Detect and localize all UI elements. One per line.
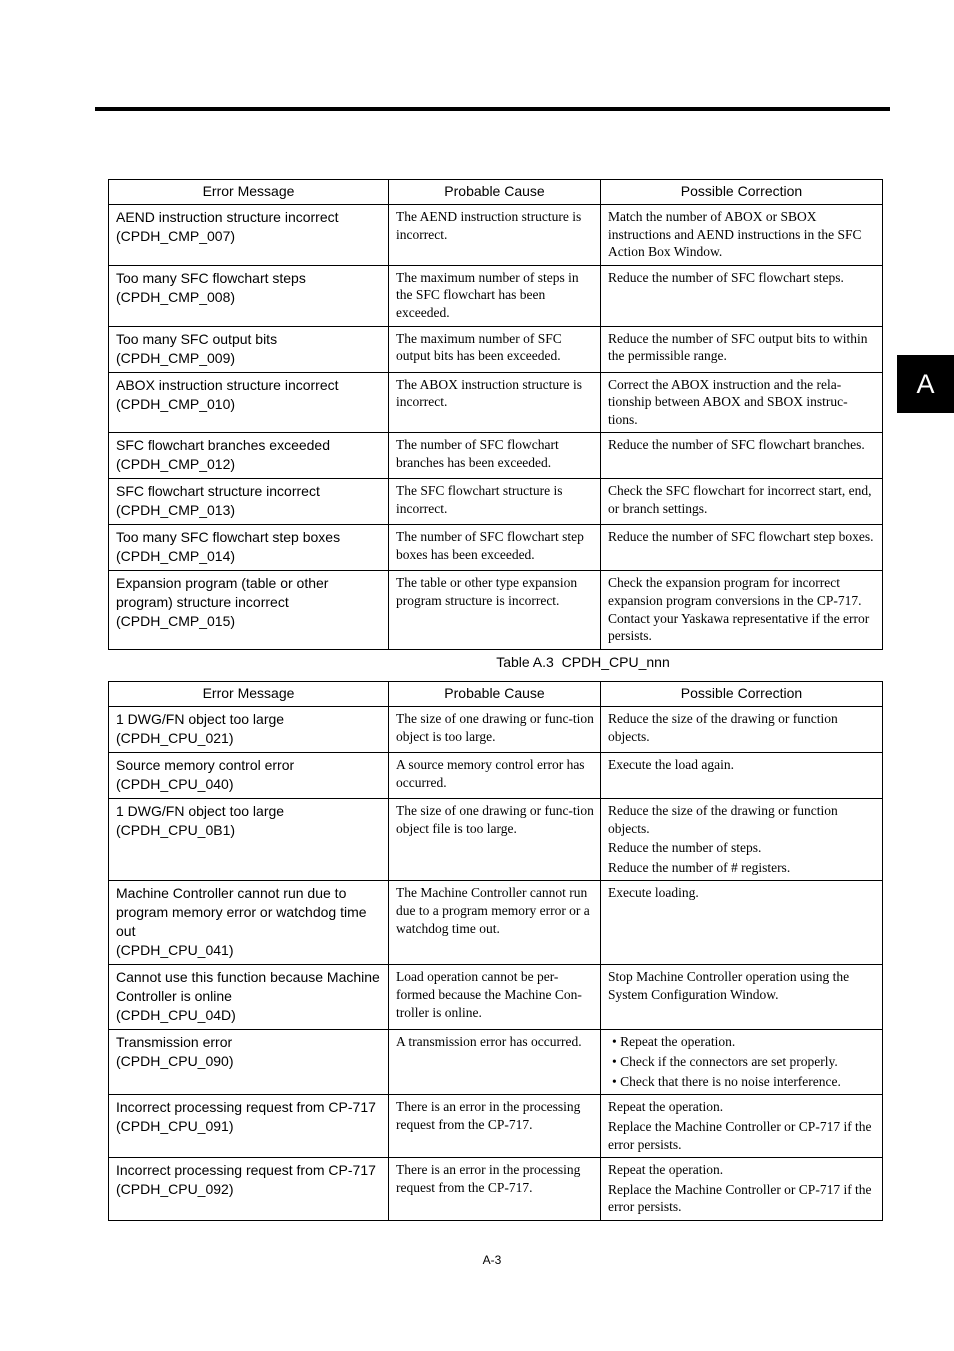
error-message: Too many SFC flowchart steps [116, 269, 306, 286]
error-message: ABOX instruction structure incorrect [116, 376, 339, 393]
error-code: (CPDH_CPU_040) [116, 776, 234, 792]
possible-correction-cell [601, 753, 883, 799]
correction-text: Match the number of ABOX or SBOX instructions and AEND instructions in the SFC Action Box Window. [608, 209, 862, 260]
correction-text: Execute the load again. [608, 757, 734, 772]
possible-correction-cell [601, 479, 883, 525]
error-message: SFC flowchart branches exceeded [116, 437, 330, 454]
error-message: Too many SFC flowchart step boxes [116, 529, 341, 546]
probable-cause-cell: The SFC flowchart structure is incorrect. [389, 479, 601, 525]
table-row [109, 707, 883, 753]
table-row [109, 525, 883, 571]
table-row [109, 881, 883, 965]
error-message-cell [109, 525, 389, 571]
correction-text: Stop Machine Controller operation using the System Configuration Window. [608, 969, 850, 1002]
correction-text: Check the SFC flowchart for incorrect start, end, or branch settings. [608, 483, 872, 516]
table-row [109, 571, 883, 649]
probable-cause-cell: The table or other type expansion program structure is incorrect. [389, 571, 601, 649]
probable-cause-cell: The maximum number of SFC output bits has been exceeded. [389, 326, 601, 372]
possible-correction-cell [601, 326, 883, 372]
possible-correction-cell [601, 525, 883, 571]
column-header-probable-cause: Probable Cause [389, 682, 601, 707]
correction-text: Reduce the number of steps. [608, 840, 762, 856]
appendix-tab: A [897, 355, 954, 413]
cmp-error-table [108, 179, 883, 650]
error-code: (CPDH_CMP_013) [116, 502, 236, 519]
possible-correction-cell [601, 571, 883, 649]
error-message-cell [109, 753, 389, 799]
error-code: (CPDH_CMP_010) [116, 395, 236, 412]
probable-cause-cell: Load operation cannot be per-formed because the Machine Con-troller is online. [389, 965, 601, 1030]
probable-cause-cell: The Machine Controller cannot run due to a program memory error or a watchdog time out. [389, 881, 601, 965]
probable-cause-cell: The maximum number of steps in the SFC flowchart has been exceeded. [389, 265, 601, 326]
correction-text: Reduce the number of SFC output bits to within the permissible range. [608, 330, 868, 364]
table-caption: Table A.3 CPDH_CPU_nnn [496, 654, 670, 670]
correction-bullet: • Check that there is no noise interference. [608, 1073, 877, 1091]
correction-text: Execute loading. [608, 885, 699, 901]
error-message-cell [109, 571, 389, 649]
table-row [109, 372, 883, 433]
possible-correction-cell [601, 799, 883, 881]
error-message-cell [109, 479, 389, 525]
error-message-cell [109, 372, 389, 433]
possible-correction-cell [601, 265, 883, 326]
error-message: Cannot use this function because Machine Controller is online [116, 969, 380, 1005]
error-code: (CPDH_CPU_021) [116, 730, 234, 746]
cmp-error-rows [109, 205, 883, 650]
table-row [109, 799, 883, 881]
error-code: (CPDH_CMP_008) [116, 288, 236, 305]
table-row [109, 265, 883, 326]
table-row [109, 326, 883, 372]
error-message-cell [109, 265, 389, 326]
correction-text: Check the expansion program for incorrect expansion program conversions in the CP-717. Contact your Yaskawa representative if the error persists. [608, 575, 870, 644]
possible-correction-cell [601, 707, 883, 753]
cpu-error-rows [109, 707, 883, 1221]
table-row [109, 1158, 883, 1221]
error-code: (CPDH_CMP_012) [116, 456, 236, 473]
correction-text: Reduce the size of the drawing or function objects. [608, 711, 838, 744]
error-message-cell [109, 1095, 389, 1158]
error-message-cell [109, 1158, 389, 1221]
error-message: Too many SFC output bits [116, 330, 278, 347]
correction-text: Replace the Machine Controller or CP-717 if the error persists. [608, 1181, 872, 1215]
correction-text: Reduce the number of SFC flowchart steps. [608, 269, 844, 285]
error-code: (CPDH_CPU_092) [116, 1181, 234, 1198]
correction-text: Reduce the number of SFC flowchart step boxes. [608, 529, 874, 545]
table-row [109, 965, 883, 1030]
correction-text: Correct the ABOX instruction and the rela-tionship between ABOX and SBOX instruc-tions. [608, 376, 848, 427]
possible-correction-cell [601, 205, 883, 266]
correction-bullet: • Check if the connectors are set properly. [608, 1053, 877, 1071]
correction-text: Repeat the operation. [608, 1099, 724, 1115]
probable-cause-cell: The size of one drawing or func-tion object file is too large. [389, 799, 601, 881]
table-row [109, 1095, 883, 1158]
error-code: (CPDH_CPU_04D) [116, 1007, 236, 1024]
table-row [109, 205, 883, 266]
possible-correction-cell [601, 372, 883, 433]
cpu-error-table [108, 681, 883, 1221]
error-message: Machine Controller cannot run due to program memory error or watchdog time out [116, 885, 367, 940]
error-message: AEND instruction structure incorrect [116, 209, 339, 225]
error-message: Source memory control error [116, 757, 295, 773]
probable-cause-cell: The number of SFC flowchart branches has been exceeded. [389, 433, 601, 479]
column-header-error-message: Error Message [109, 682, 389, 707]
possible-correction-cell [601, 881, 883, 965]
table-row [109, 479, 883, 525]
correction-text: Reduce the size of the drawing or function objects. [608, 803, 838, 836]
probable-cause-cell: The size of one drawing or func-tion object is too large. [389, 707, 601, 753]
error-message-cell [109, 433, 389, 479]
error-message-cell [109, 205, 389, 266]
error-code: (CPDH_CMP_015) [116, 613, 236, 630]
possible-correction-cell [601, 433, 883, 479]
table-row [109, 1030, 883, 1095]
error-message: Transmission error [116, 1034, 233, 1051]
possible-correction-cell [601, 965, 883, 1030]
error-code: (CPDH_CMP_009) [116, 349, 236, 366]
error-message-cell [109, 799, 389, 881]
probable-cause-cell: The AEND instruction structure is incorrect. [389, 205, 601, 266]
error-code: (CPDH_CMP_007) [116, 228, 236, 244]
correction-text: Reduce the number of # registers. [608, 859, 791, 875]
error-message: Incorrect processing request from CP-717 [116, 1162, 376, 1179]
error-message-cell [109, 707, 389, 753]
error-message: 1 DWG/FN object too large [116, 803, 285, 819]
probable-cause-cell: The number of SFC flowchart step boxes has been exceeded. [389, 525, 601, 571]
column-header-error-message: Error Message [109, 180, 389, 205]
page-number: A-3 [482, 1253, 502, 1267]
table-row [109, 433, 883, 479]
column-header-possible-correction: Possible Correction [601, 682, 883, 707]
error-code: (CPDH_CPU_041) [116, 942, 234, 959]
probable-cause-cell: There is an error in the processing request from the CP-717. [389, 1095, 601, 1158]
error-message-cell [109, 965, 389, 1030]
correction-bullet: • Repeat the operation. [608, 1033, 877, 1051]
error-message-cell [109, 881, 389, 965]
probable-cause-cell: A transmission error has occurred. [389, 1030, 601, 1095]
table-row [109, 753, 883, 799]
column-header-probable-cause: Probable Cause [389, 180, 601, 205]
error-code: (CPDH_CMP_014) [116, 548, 236, 565]
column-header-possible-correction: Possible Correction [601, 180, 883, 205]
error-code: (CPDH_CPU_0B1) [116, 822, 236, 838]
correction-text: Repeat the operation. [608, 1162, 724, 1178]
error-message: 1 DWG/FN object too large [116, 711, 285, 727]
header-rule [95, 107, 890, 111]
error-message: SFC flowchart structure incorrect [116, 483, 320, 500]
error-code: (CPDH_CPU_090) [116, 1053, 234, 1070]
error-message-cell [109, 1030, 389, 1095]
error-code: (CPDH_CPU_091) [116, 1118, 234, 1135]
probable-cause-cell: The ABOX instruction structure is incorrect. [389, 372, 601, 433]
error-message-cell [109, 326, 389, 372]
correction-text: Replace the Machine Controller or CP-717 if the error persists. [608, 1118, 872, 1152]
probable-cause-cell: There is an error in the processing request from the CP-717. [389, 1158, 601, 1221]
possible-correction-cell [601, 1095, 883, 1158]
error-message: Expansion program (table or other program) structure incorrect [116, 575, 329, 611]
correction-text: Reduce the number of SFC flowchart branches. [608, 437, 865, 453]
possible-correction-cell [601, 1158, 883, 1221]
possible-correction-cell [601, 1030, 883, 1095]
error-message: Incorrect processing request from CP-717 [116, 1099, 376, 1116]
probable-cause-cell: A source memory control error has occurred. [389, 753, 601, 799]
